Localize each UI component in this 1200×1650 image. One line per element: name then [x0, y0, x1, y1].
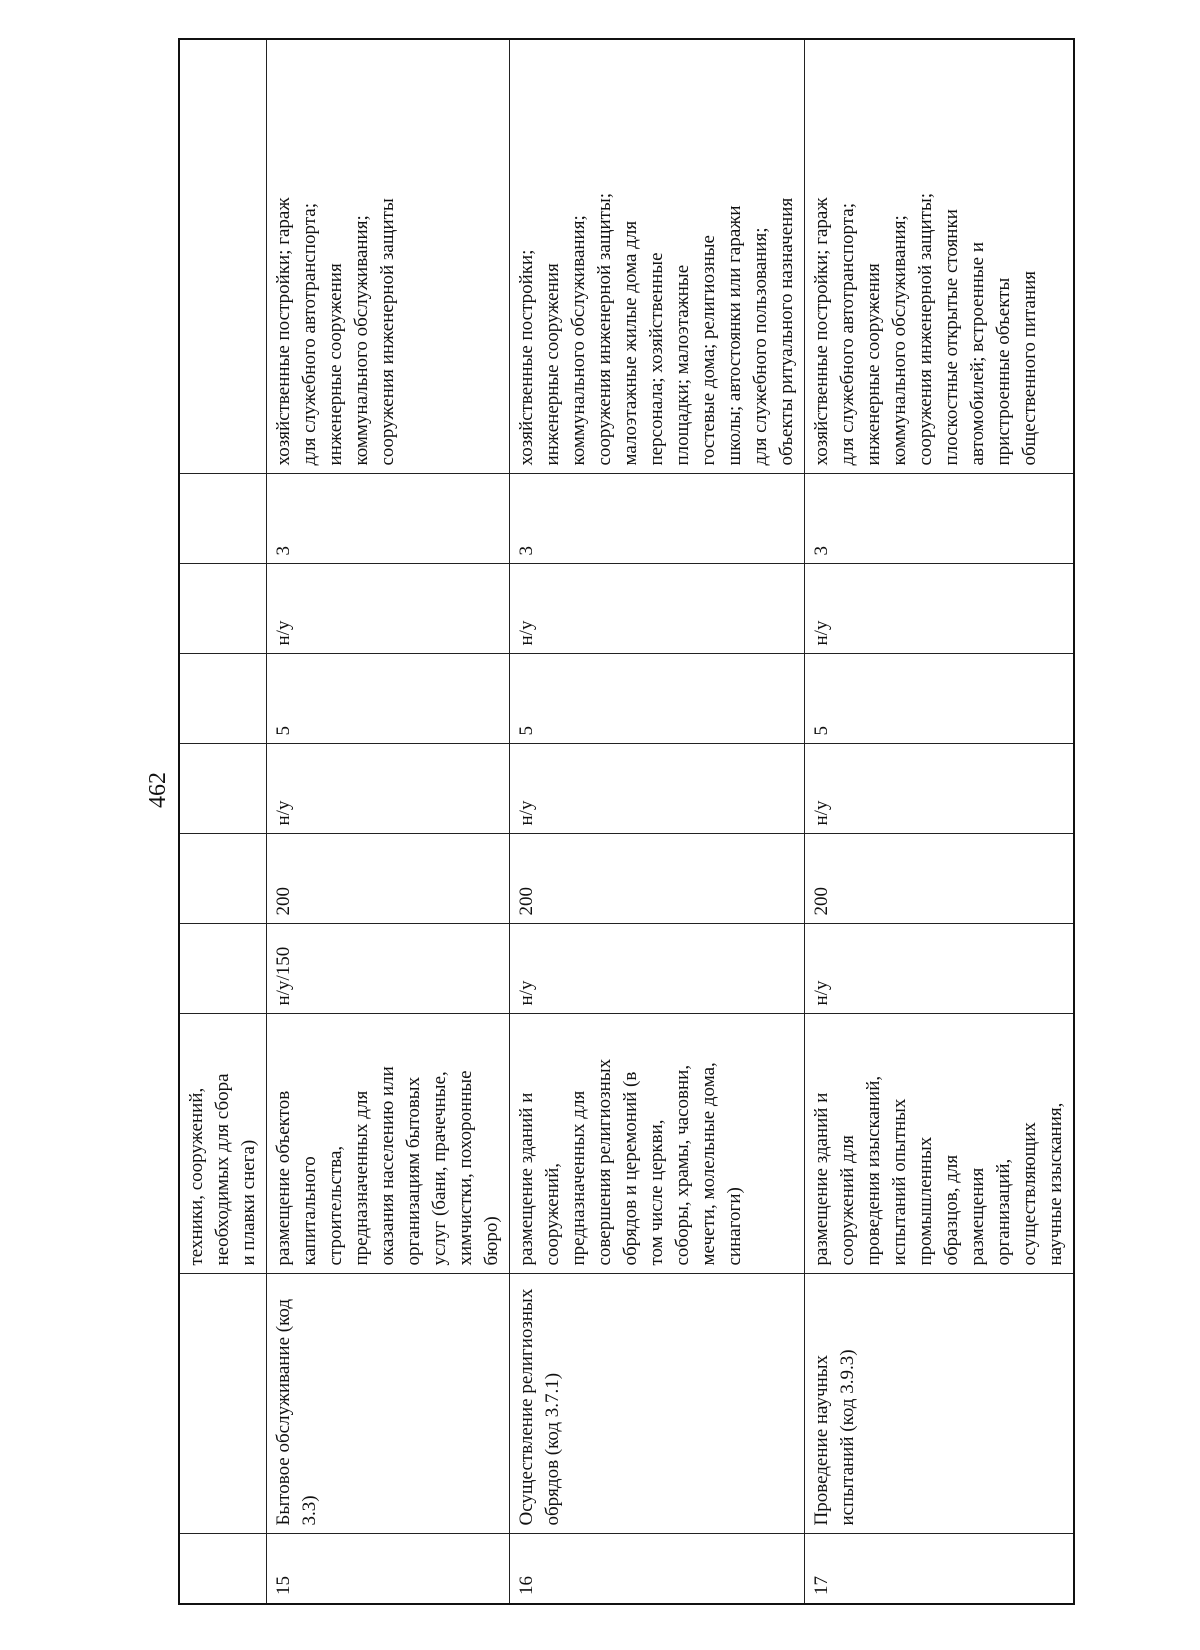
param-cell: н/у [267, 564, 510, 654]
cell-empty [179, 39, 267, 474]
land-use-name: Осуществление религиозных обрядов (код 3.7.1) [510, 1274, 805, 1534]
param-cell: н/у [510, 564, 805, 654]
param-cell: н/у [805, 924, 1075, 1014]
param-cell: н/у/150 [267, 924, 510, 1014]
cell-empty [179, 1534, 267, 1604]
cell-empty [179, 834, 267, 924]
param-cell: 200 [267, 834, 510, 924]
auxiliary-structures: хозяйственные постройки; гараж для служебного автотранспорта; инженерные сооружения коммунального обслуживания; сооружения инженерной защиты [267, 39, 510, 474]
cell-empty [179, 924, 267, 1014]
land-use-description: размещение зданий и сооружений для проведения изысканий, испытаний опытных промышленных образцов, для размещения организаций, осуществляющих научные изыскания, [805, 1014, 1075, 1274]
param-cell: 5 [510, 654, 805, 744]
regulations-table-sheet [178, 40, 1066, 1605]
param-cell: н/у [805, 564, 1075, 654]
table-row [267, 39, 510, 1604]
continuation-text: техники, сооружений, необходимых для сбора и плавки снега) [179, 1014, 267, 1274]
param-cell: н/у [805, 744, 1075, 834]
param-cell: 3 [510, 474, 805, 564]
param-cell: 200 [805, 834, 1075, 924]
param-cell: 3 [267, 474, 510, 564]
land-use-description: размещение зданий и сооружений, предназначенных для совершения религиозных обрядов и церемоний (в том числе церкви, соборы, храмы, часовни, мечети, молельные дома, синагоги) [510, 1014, 805, 1274]
continuation-row [179, 39, 267, 1604]
row-number: 16 [510, 1534, 805, 1604]
land-use-name: Бытовое обслуживание (код 3.3) [267, 1274, 510, 1534]
param-cell: н/у [267, 744, 510, 834]
param-cell: 5 [267, 654, 510, 744]
land-use-table [178, 38, 1075, 1605]
param-cell: н/у [510, 924, 805, 1014]
cell-empty [179, 744, 267, 834]
cell-empty [179, 1274, 267, 1534]
auxiliary-structures: хозяйственные постройки; инженерные сооружения коммунального обслуживания; сооружения инженерной защиты; малоэтажные жилые дома для персонала; хозяйственные площадки; малоэтажные гостевые дома; религиозные школы; автостоянки или гаражи для служебного пользования; объекты ритуального назначения [510, 39, 805, 474]
row-number: 17 [805, 1534, 1075, 1604]
land-use-description: размещение объектов капитального строительства, предназначенных для оказания населению или организациям бытовых услуг (бани, прачечные, химчистки, похоронные бюро) [267, 1014, 510, 1274]
table-row [805, 39, 1075, 1604]
cell-empty [179, 564, 267, 654]
param-cell: н/у [510, 744, 805, 834]
row-number: 15 [267, 1534, 510, 1604]
param-cell: 200 [510, 834, 805, 924]
param-cell: 5 [805, 654, 1075, 744]
page-number: 462 [145, 772, 171, 808]
cell-empty [179, 474, 267, 564]
auxiliary-structures: хозяйственные постройки; гараж для служебного автотранспорта; инженерные сооружения коммунального обслуживания; сооружения инженерной защиты; плоскостные открытые стоянки автомобилей; встроенные и пристроенные объекты общественного питания [805, 39, 1075, 474]
table-row [510, 39, 805, 1604]
cell-empty [179, 654, 267, 744]
param-cell: 3 [805, 474, 1075, 564]
land-use-name: Проведение научных испытаний (код 3.9.3) [805, 1274, 1075, 1534]
